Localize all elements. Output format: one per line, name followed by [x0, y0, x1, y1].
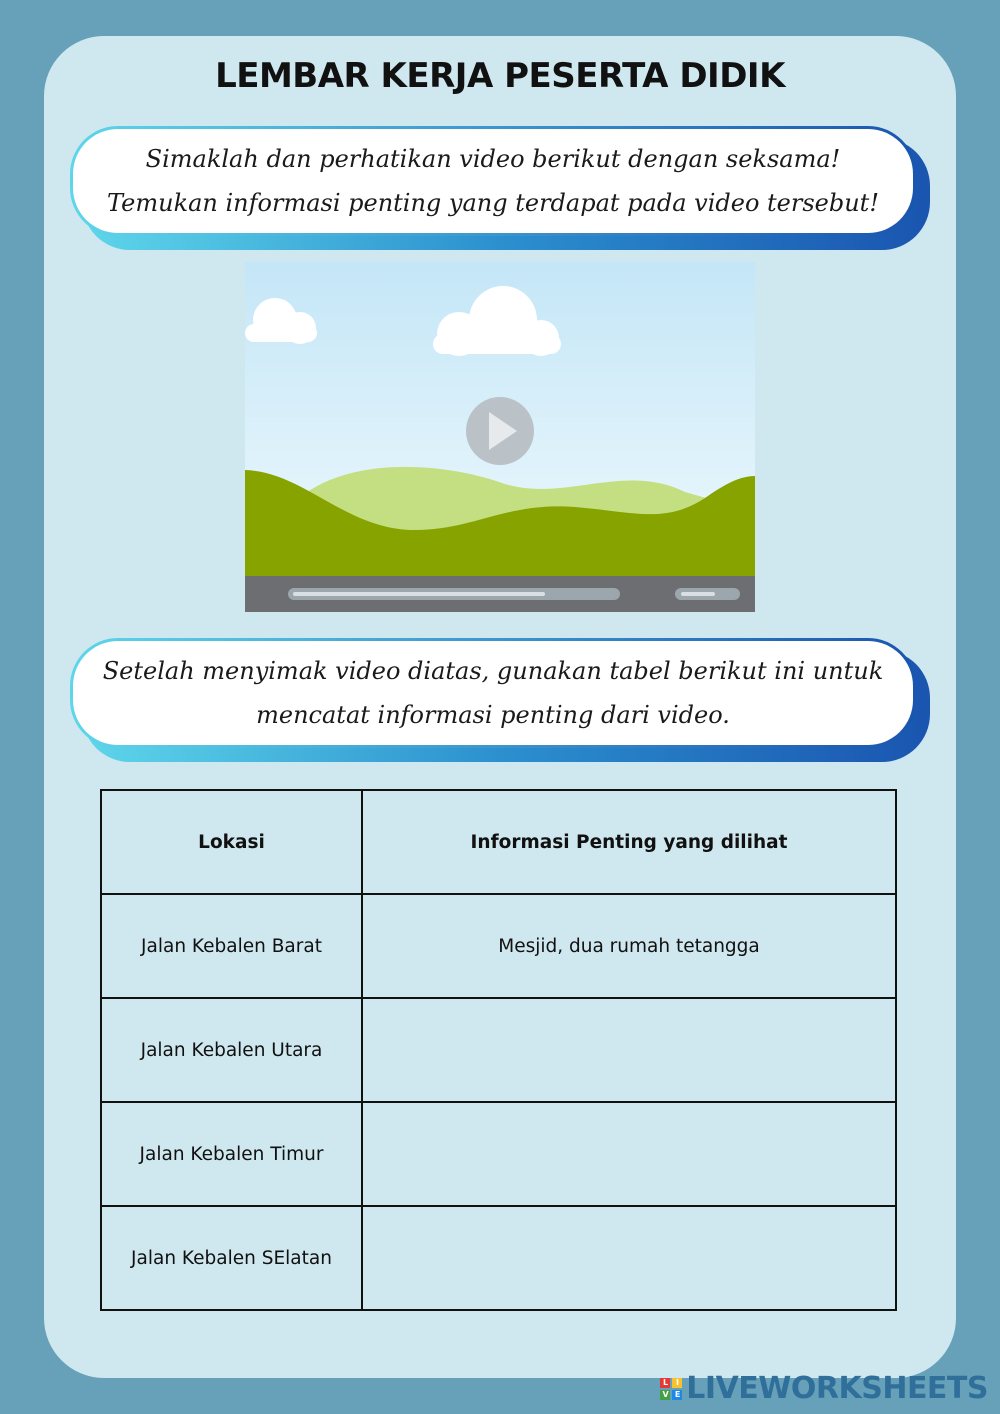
liveworksheets-watermark[interactable]: [660, 1371, 988, 1406]
watermark-text: LIVEWORKSHEETS: [686, 1371, 988, 1406]
play-icon: [466, 397, 534, 465]
table-row: [101, 1206, 896, 1310]
table-row: [101, 1102, 896, 1206]
cell-informasi-input[interactable]: [362, 1206, 896, 1310]
cell-informasi-input[interactable]: [362, 998, 896, 1102]
cell-lokasi: Jalan Kebalen Timur: [101, 1102, 362, 1206]
header-lokasi: Lokasi: [101, 790, 362, 894]
table-row: [101, 998, 896, 1102]
instruction-text-2: Setelah menyimak video diatas, gunakan tabel berikut ini untuk mencatat informasi penting dari video.: [70, 638, 916, 748]
page-title: LEMBAR KERJA PESERTA DIDIK: [215, 56, 785, 96]
video-thumbnail: [245, 262, 755, 612]
header-informasi: Informasi Penting yang dilihat: [362, 790, 896, 894]
cell-lokasi: Jalan Kebalen Utara: [101, 998, 362, 1102]
instruction-text-1: Simaklah dan perhatikan video berikut dengan seksama! Temukan informasi penting yang terdapat pada video tersebut!: [70, 126, 916, 236]
cell-informasi-input[interactable]: [362, 1102, 896, 1206]
notes-table: [100, 789, 897, 1311]
cell-lokasi: Jalan Kebalen SElatan: [101, 1206, 362, 1310]
table-header-row: [101, 790, 896, 894]
table-row: [101, 894, 896, 998]
video-player[interactable]: [245, 262, 755, 612]
liveworksheets-logo-icon: L I V E: [660, 1378, 682, 1400]
cell-informasi-input[interactable]: Mesjid, dua rumah tetangga: [362, 894, 896, 998]
instruction-bubble-2: [70, 638, 930, 762]
cell-lokasi: Jalan Kebalen Barat: [101, 894, 362, 998]
instruction-bubble-1: [70, 126, 930, 250]
